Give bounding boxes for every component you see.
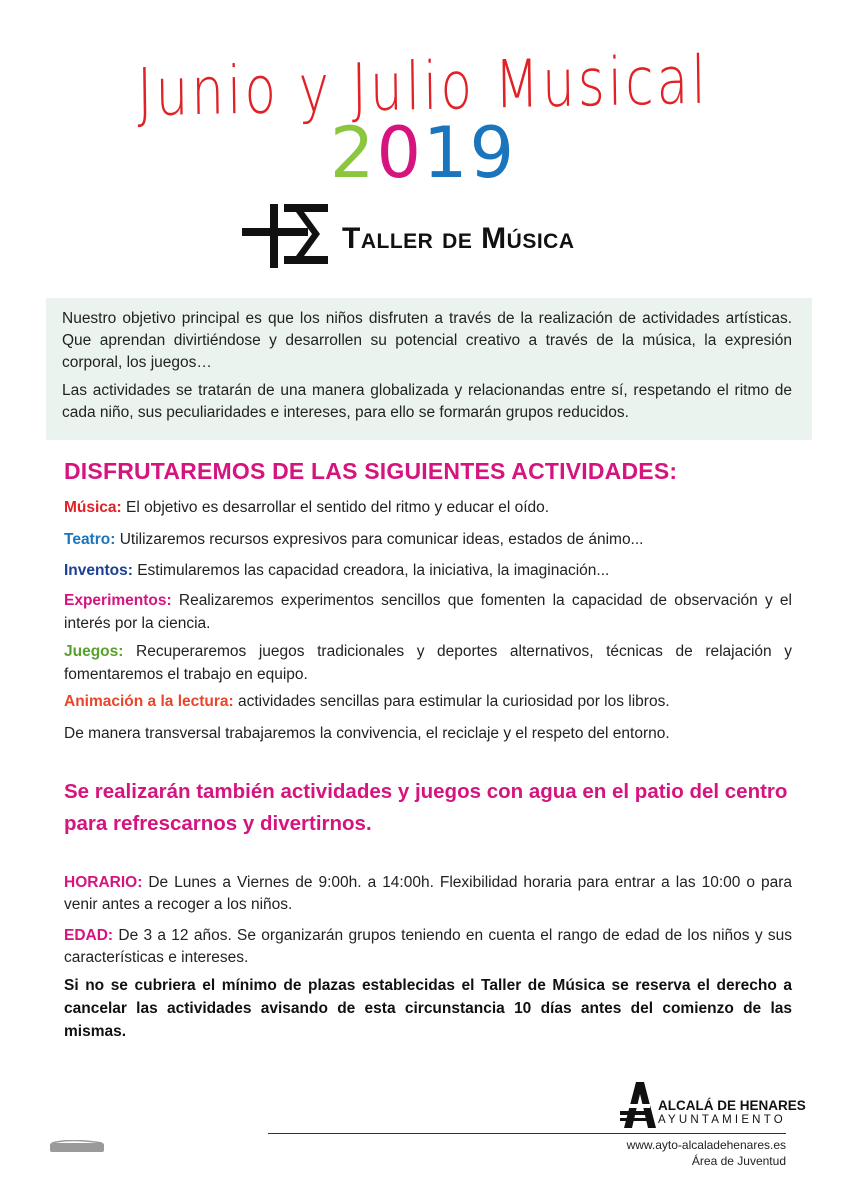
- council-logo: [620, 1078, 806, 1130]
- schedule-text: De Lunes a Viernes de 9:00h. a 14:00h. Flexibilidad horaria para entrar a las 10:00 o para venir antes a recoger a los niños.: [64, 874, 792, 913]
- activity-label: Inventos:: [64, 562, 133, 579]
- intro-paragraph-1: Nuestro objetivo principal es que los niños disfruten a través de la realización de actividades artísticas. Que aprendan divirtiéndose y desarrollen su potencial creativo a través de la música, la expresión corporal, los juegos…: [62, 310, 792, 371]
- youth-area-label: Área de Juventud: [691, 1154, 786, 1168]
- council-website: www.ayto-alcaladehenares.es: [626, 1138, 786, 1152]
- comunicacion-logo-icon: [50, 1140, 106, 1154]
- activity-inventos: [64, 559, 792, 582]
- water-activities-note: Se realizarán también actividades y juegos con agua en el patio del centro para refrescarnos y divertirnos.: [64, 780, 788, 835]
- schedule-label: HORARIO:: [64, 874, 143, 891]
- year-digit-2: 0: [376, 112, 423, 194]
- taller-logo: [240, 200, 620, 274]
- year-digit-3: 1: [423, 112, 470, 194]
- year-digit-4: 9: [469, 112, 517, 194]
- year-digit-1: 2: [329, 112, 377, 194]
- cancellation-notice: Si no se cubriera el mínimo de plazas establecidas el Taller de Música se reserva el derecho a cancelar las actividades avisando de esta circunstancia 10 días antes del comienzo de las mismas.: [64, 977, 792, 1040]
- activity-label: Música:: [64, 499, 122, 516]
- activity-label: Experimentos:: [64, 592, 172, 609]
- activity-text: Utilizaremos recursos expresivos para comunicar ideas, estados de ánimo...: [115, 531, 644, 548]
- age-info: [64, 925, 792, 969]
- age-text: De 3 a 12 años. Se organizarán grupos teniendo en cuenta el rango de edad de los niños y sus características e intereses.: [64, 927, 792, 966]
- intro-box: [46, 298, 812, 440]
- council-name: ALCALÁ DE HENARES: [658, 1098, 806, 1113]
- activity-teatro: [64, 528, 792, 551]
- activities-heading: DISFRUTAREMOS DE LAS SIGUIENTES ACTIVIDADES:: [64, 458, 678, 484]
- poster-year: [0, 112, 846, 194]
- activity-experimentos: [64, 589, 792, 635]
- activity-text: Recuperaremos juegos tradicionales y deportes alternativos, técnicas de relajación y fomentaremos el trabajo en equipo.: [64, 643, 792, 683]
- age-label: EDAD:: [64, 927, 114, 944]
- activities-transversal: De manera transversal trabajaremos la convivencia, el reciclaje y el respeto del entorno.: [64, 725, 670, 742]
- intro-paragraph-2: Las actividades se tratarán de una manera globalizada y relacionandas entre sí, respetando el ritmo de cada niño, sus peculiaridades e intereses, para ello se formarán grupos reducidos.: [62, 382, 792, 421]
- activity-label: Juegos:: [64, 643, 124, 660]
- activity-label: Animación a la lectura:: [64, 693, 234, 710]
- activity-text: actividades sencillas para estimular la curiosidad por los libros.: [233, 693, 670, 710]
- council-subtitle: AYUNTAMIENTO: [658, 1114, 786, 1126]
- poster-title: Junio y Julio Musical: [136, 41, 710, 132]
- schedule-info: [64, 872, 792, 916]
- taller-logo-text: Taller de Música: [342, 222, 575, 255]
- activity-lectura: [64, 690, 792, 713]
- activity-musica: [64, 496, 792, 519]
- activity-label: Teatro:: [64, 531, 116, 548]
- activity-text: El objetivo es desarrollar el sentido del ritmo y educar el oído.: [121, 499, 550, 516]
- taller-logo-icon: [240, 200, 335, 274]
- activity-juegos: [64, 640, 792, 686]
- footer-divider: [268, 1133, 786, 1134]
- activity-text: Estimularemos las capacidad creadora, la iniciativa, la imaginación...: [132, 562, 610, 579]
- alcala-a-icon: [620, 1078, 660, 1130]
- activity-text: Realizaremos experimentos sencillos que fomenten la capacidad de observación y el interés por la ciencia.: [64, 592, 792, 632]
